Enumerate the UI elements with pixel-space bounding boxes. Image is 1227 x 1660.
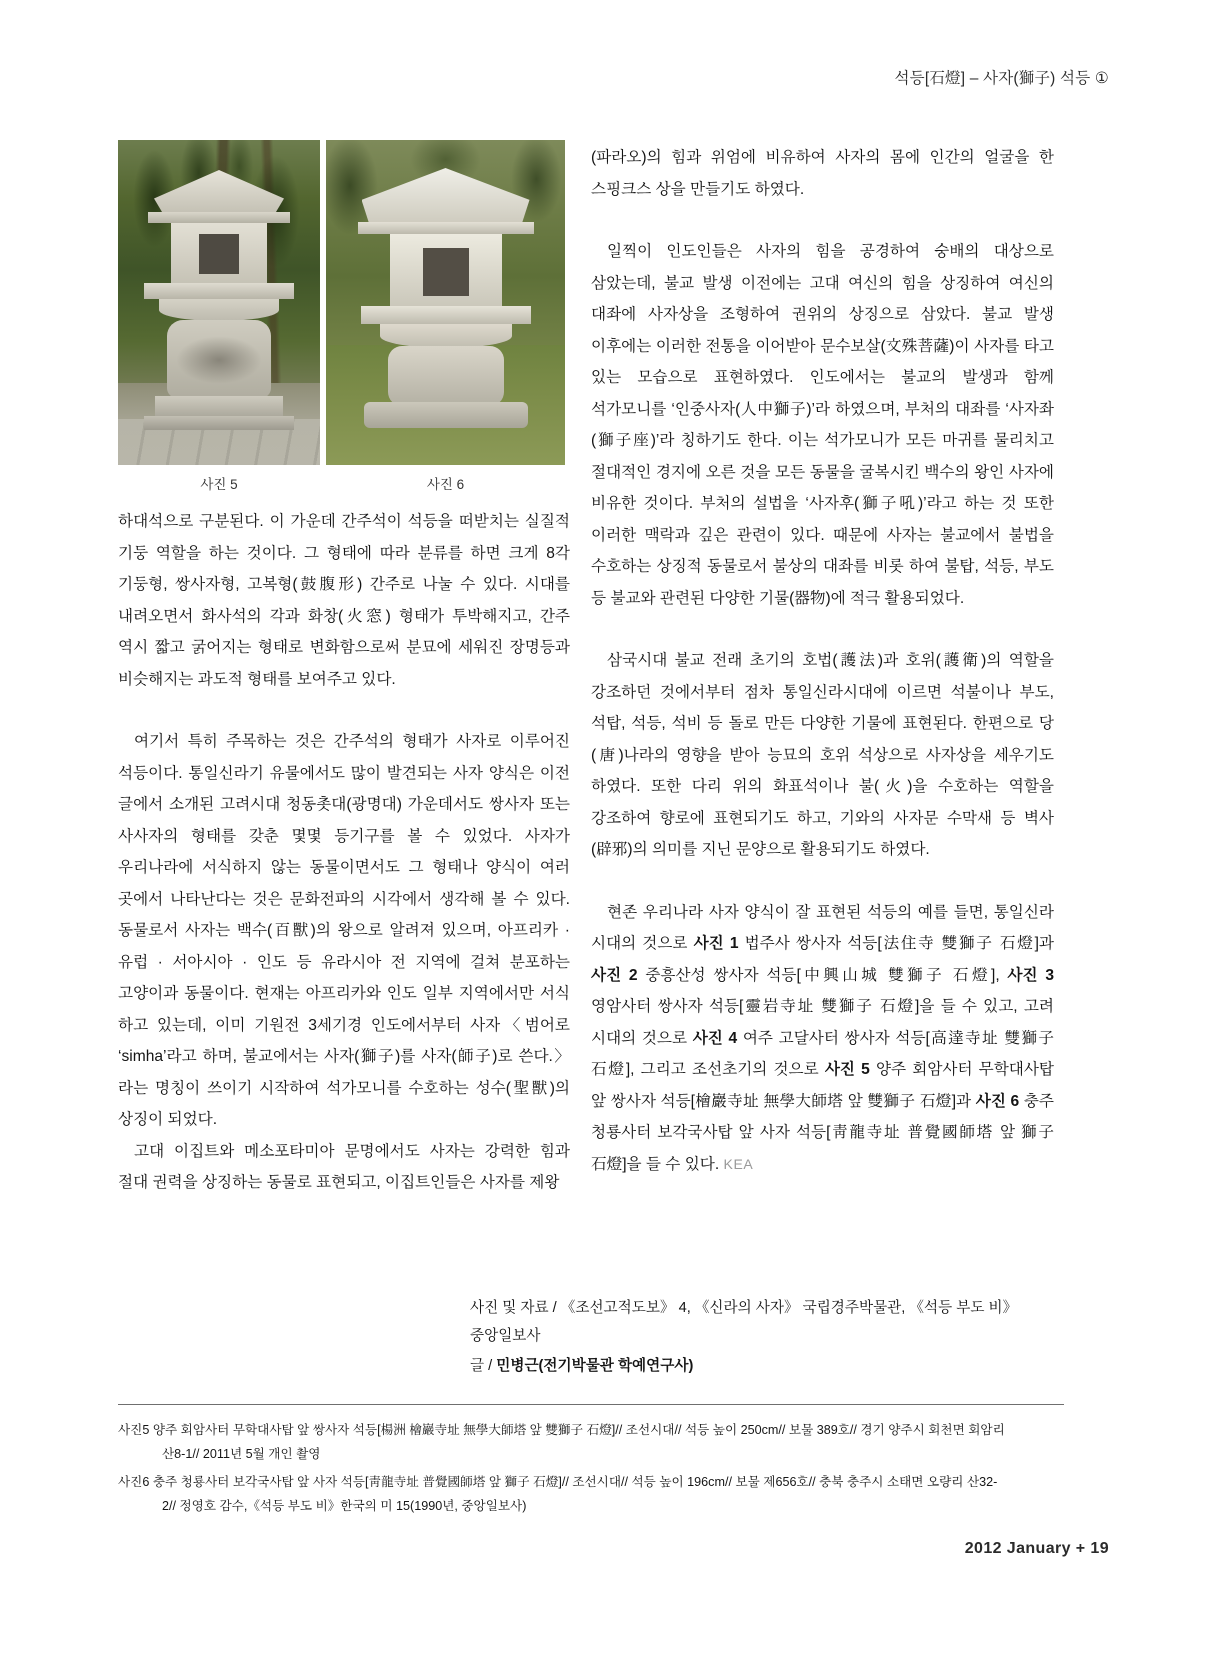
page-header-title: 석등[石燈] – 사자(獅子) 석등 ① [894, 70, 1109, 87]
photo5-lion-shading [176, 336, 262, 384]
left-paragraph-1: 하대석으로 구분된다. 이 가운데 간주석이 석등을 떠받치는 실질적 기둥 역할을 하는 것이다. 그 형태에 따라 분류를 하면 크게 8각 기둥형, 쌍사자형, 고복형(鼓腹形) 간주로 나눌 수 있다. 시대를 내려오면서 화사석의 각과 화창(火窓) 형태가 투박해지고, 간주 역시 짧고 굵어지는 형태로 변화함으로써 분묘에 세워진 장명등과 비슷해지는 과도적 형태를 보여주고 있다. [118, 513, 570, 688]
left-paragraph-3: 고대 이집트와 메소포타미아 문명에서도 사자는 강력한 힘과 절대 권력을 상징하는 동물로 표현되고, 이집트인들은 사자를 제왕 [118, 1142, 570, 1191]
footnote-photo-6 [118, 1470, 1068, 1518]
photo6-lantern-window [423, 248, 469, 296]
photo6-lion-pillar [388, 346, 504, 406]
photo-row [118, 140, 565, 465]
photo6-lantern-roof-lip [358, 222, 534, 234]
body-text-run: 양주 회암사터 무학대사탑 앞 쌍사자 석등[檜巖寺址 無學大師塔 앞 雙獅子 石燈]과 [591, 1061, 1054, 1110]
credits-author-label: 글 / [470, 1358, 497, 1374]
photo-reference-bold: 사진 4 [692, 1029, 738, 1047]
footnote-photo-5 [118, 1418, 1068, 1466]
body-text-left-column [118, 506, 570, 1199]
photo6-lantern-base [364, 402, 528, 428]
right-paragraph-3: 삼국시대 불교 전래 초기의 호법(護法)과 호위(護衛)의 역할을 강조하던 것에서부터 점차 통일신라시대에 이르면 석불이나 부도, 석탑, 석등, 석비 등 돌로 만든 다양한 기물에 표현된다. 한편으로 당(唐)나라의 영향을 받아 능묘의 호위 석상으로 사자상을 세우기도 하였다. 또한 다리 위의 화표석이나 불(火)을 수호하는 역할을 강조하여 향로에 표현되기도 하고, 기와의 사자문 수막새 등 벽사(辟邪)의 의미를 지닌 문양으로 활용되기도 하였다. [591, 652, 1054, 858]
photo-reference-bold: 사진 3 [1007, 966, 1054, 984]
footnotes-block [118, 1418, 1068, 1522]
body-text-run: 여주 고달사터 쌍사자 석등[高達寺址 雙獅子 石燈], 그리고 조선초기의 것으로 [591, 1029, 1055, 1078]
credits-author [470, 1352, 1060, 1380]
photo5-lantern-lower-base [144, 416, 294, 430]
body-text-right-column [591, 142, 1054, 1180]
photo5-lantern-roof-lip [148, 212, 290, 223]
photo-reference-bold: 사진 1 [693, 935, 739, 952]
photo5-lantern-plate [144, 283, 294, 299]
credits-author-name: 민병근(전기박물관 학예연구사) [496, 1358, 694, 1374]
photo5-lantern-base [155, 396, 283, 418]
left-paragraph-2: 여기서 특히 주목하는 것은 간주석의 형태가 사자로 이루어진 석등이다. 통일신라기 유물에서도 많이 발견되는 사자 양식은 이전 글에서 소개된 고려시대 청동촛대(광명대) 가운데서도 쌍사자 또는 사사자의 형태를 갖춘 몇몇 등기구를 볼 수 있었다. 사자가 우리나라에 서식하지 않는 동물이면서도 그 형태나 양식이 여러 곳에서 나타난다는 것은 문화전파의 시각에서 생각해 볼 수 있다. 동물로서 사자는 백수(百獸)의 왕으로 알려져 있으며, 아프리카 · 유럽 · 서아시아 · 인도 등 유라시아 전 지역에 걸쳐 분포하는 고양이과 동물이다. 현재는 아프리카와 인도 일부 지역에서만 서식 하고 있는데, 이미 기원전 3세기경 인도에서부터 사자〈범어로 ‘simha’라고 하며, 불교에서는 사자(獅子)를 사자(師子)로 쓴다.〉라는 명칭이 쓰이기 시작하여 석가모니를 수호하는 성수(聖獸)의 상징이 되었다. [118, 733, 570, 1128]
right-paragraph-4-rich [591, 904, 1054, 1173]
photo-reference-bold: 사진 2 [591, 966, 638, 984]
right-paragraph-4 [591, 897, 1054, 1181]
footnote-divider [118, 1404, 1064, 1405]
photo-5-caption: 사진 5 [200, 477, 238, 492]
photo-captions [118, 471, 565, 495]
body-text-run: 법주사 쌍사자 석등[法住寺 雙獅子 石燈]과 [738, 935, 1054, 952]
photo6-lantern-lotus [380, 324, 512, 348]
credits-sources: 사진 및 자료 / 《조선고적도보》 4, 《신라의 사자》 국립경주박물관, 《석등 부도 비》 중앙일보사 [470, 1300, 1018, 1344]
body-text-run: 중흥산성 쌍사자 석등[中興山城 雙獅子 石燈], [637, 966, 1008, 984]
photo-reference-bold: 사진 5 [824, 1061, 870, 1078]
page-number: 2012 January + 19 [964, 1540, 1109, 1557]
photo-5-image [118, 140, 320, 465]
credits-block [470, 1294, 1060, 1380]
footnote-5-main: 사진5 양주 회암사터 무학대사탑 앞 쌍사자 석등[楊洲 檜巖寺址 無學大師塔 앞 雙獅子 石燈]// 조선시대// 석등 높이 250cm// 보물 389호// 경기 양주시 회천면 회암리 [118, 1423, 1005, 1437]
right-paragraph-2: 일찍이 인도인들은 사자의 힘을 공경하여 숭배의 대상으로 삼았는데, 불교 발생 이전에는 고대 여신의 힘을 상징하여 여신의 대좌에 사자상을 조형하여 권위의 상징으로 삼았다. 불교 발생 이후에는 이러한 전통을 이어받아 문수보살(文殊菩薩)이 사자를 타고 있는 모습으로 표현하였다. 인도에서는 불교의 발생과 함께 석가모니를 ‘인중사자(人中獅子)’라 하였으며, 부처의 대좌를 ‘사자좌(獅子座)’라 칭하기도 한다. 이는 석가모니가 모든 마귀를 물리치고 절대적인 경지에 오른 것을 모든 동물을 굴복시킨 백수의 왕인 사자에 비유한 것이다. 부처의 설법을 ‘사자후(獅子吼)’라고 하는 것 또한 이러한 맥락과 깊은 관련이 있다. 때문에 사자는 불교에서 불법을 수호하는 상징적 동물로서 불상의 대좌를 비롯 하여 불탑, 석등, 부도 등 불교와 관련된 다양한 기물(器物)에 적극 활용되었다. [591, 243, 1054, 607]
kea-signature: KEA [723, 1155, 754, 1172]
photo-reference-bold: 사진 6 [975, 1092, 1020, 1110]
body-text-run: 현존 우리나라 사자 양식이 잘 표현된 석등의 예를 들면, 통일신라 시대의 것으로 [591, 903, 1054, 952]
footnote-6-continuation: 2// 정영호 감수,《석등 부도 비》한국의 미 15(1990년, 중앙일보사) [162, 1499, 527, 1513]
photo-block [118, 140, 565, 495]
body-text-run: 충주 청룡사터 보각국사탑 앞 사자 석등[靑龍寺址 普覺國師塔 앞 獅子 石燈]을 들 수 있다. [591, 1092, 1054, 1173]
photo6-lantern-plate [361, 306, 531, 324]
photo5-lantern-upper-lotus [159, 299, 279, 321]
footnote-5-continuation: 산8-1// 2011년 5월 개인 촬영 [162, 1447, 321, 1461]
photo-6-caption: 사진 6 [426, 477, 465, 492]
right-paragraph-1: (파라오)의 힘과 위엄에 비유하여 사자의 몸에 인간의 얼굴을 한 스핑크스 상을 만들기도 하였다. [591, 149, 1054, 198]
footnote-6-main: 사진6 충주 청룡사터 보각국사탑 앞 사자 석등[靑龍寺址 普覺國師塔 앞 獅子 石燈]// 조선시대// 석등 높이 196cm// 보물 제656호// 충북 충주시 소태면 오량리 산32- [118, 1475, 998, 1489]
photo-6-image [326, 140, 565, 465]
photo5-lantern-window [199, 234, 239, 274]
body-text-run: 영암사터 쌍사자 석등[靈岩寺址 雙獅子 石燈]을 들 수 있고, 고려 시대의 것으로 [591, 998, 1054, 1047]
